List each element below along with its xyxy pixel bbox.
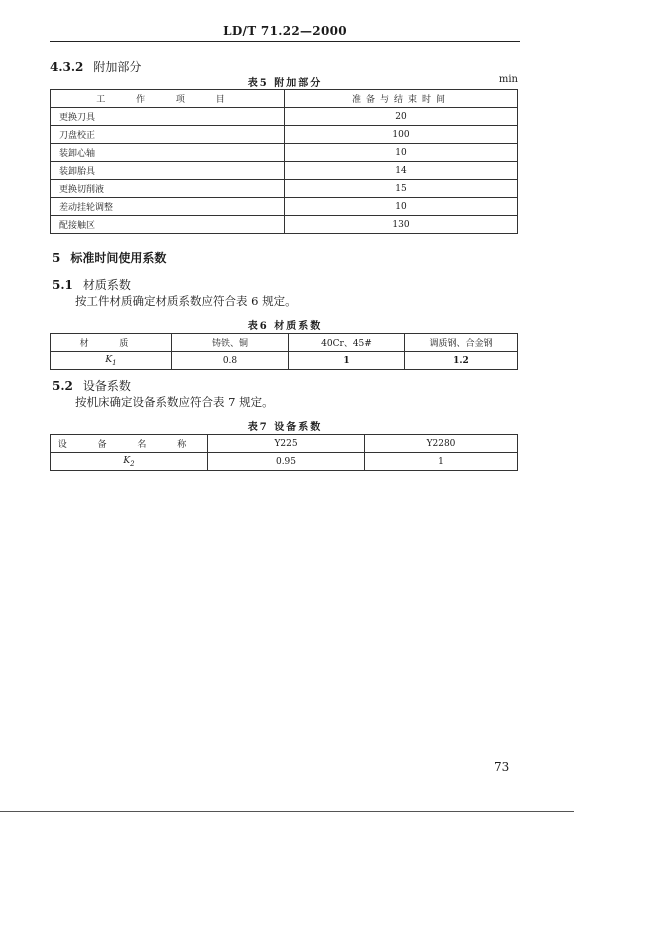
table-header-cell: 调质钢、合金钢	[405, 334, 518, 352]
section-heading-5	[52, 249, 166, 266]
section-number: 4.3.2	[50, 60, 84, 74]
section-number: 5.1	[52, 278, 73, 292]
table-header-cell: 设 备 名 称	[51, 435, 208, 453]
section-title: 设备系数	[82, 379, 131, 393]
table-header-cell: Y2280	[365, 435, 518, 453]
footer-rule	[0, 811, 574, 812]
table-cell: 1.2	[405, 352, 518, 370]
table-cell: 15	[285, 180, 518, 198]
table-cell: 0.8	[172, 352, 289, 370]
table-cell: 0.95	[208, 453, 365, 471]
table-cell: 刀盘校正	[51, 126, 285, 144]
table-row	[51, 108, 518, 126]
page-number: 73	[494, 760, 510, 774]
section-5-2-text: 按机床确定设备系数应符合表 7 规定。	[75, 395, 274, 409]
section-title: 标准时间使用系数	[70, 251, 167, 265]
table-cell: 更换切削液	[51, 180, 285, 198]
table-row	[51, 126, 518, 144]
section-5-1-text: 按工件材质确定材质系数应符合表 6 规定。	[75, 294, 297, 308]
table-cell: 10	[285, 198, 518, 216]
table-header-row	[51, 435, 518, 453]
table-row	[51, 180, 518, 198]
table-header-row	[51, 334, 518, 352]
table5-unit: min	[498, 74, 518, 85]
section-heading-4-3-2	[50, 58, 141, 75]
table-cell: 130	[285, 216, 518, 234]
table6	[50, 333, 518, 370]
table-cell: 1	[365, 453, 518, 471]
section-number: 5.2	[52, 379, 73, 393]
table-header-cell: 40Cr、45#	[289, 334, 405, 352]
table-cell: 20	[285, 108, 518, 126]
table-cell: 1	[289, 352, 405, 370]
table-row	[51, 352, 518, 370]
table7	[50, 434, 518, 471]
table-cell: 装卸心轴	[51, 144, 285, 162]
table-cell: 10	[285, 144, 518, 162]
table-header-cell: 材 质	[51, 334, 172, 352]
table-header-cell: 准备与结束时间	[285, 90, 518, 108]
table-header-cell: 工 作 项 目	[51, 90, 285, 108]
table6-caption: 表6 材质系数	[247, 321, 323, 332]
table5	[50, 89, 518, 234]
table5-caption: 表5 附加部分	[247, 78, 323, 89]
table-cell-coefficient-label: $K_2$	[51, 453, 208, 471]
table-cell: 差动挂轮调整	[51, 198, 285, 216]
section-number: 5	[52, 251, 61, 265]
table7-caption: 表7 设备系数	[247, 422, 323, 433]
table-cell: 装卸胎具	[51, 162, 285, 180]
document-header: LD/T 71.22—2000	[223, 24, 347, 38]
table-row	[51, 144, 518, 162]
table-cell: 更换刀具	[51, 108, 285, 126]
header-rule	[50, 41, 520, 42]
section-heading-5-2	[52, 377, 131, 394]
table-cell-coefficient-label: $K_1$	[51, 352, 172, 370]
table-row	[51, 198, 518, 216]
table-row	[51, 216, 518, 234]
section-title: 附加部分	[93, 60, 142, 74]
table-row	[51, 453, 518, 471]
table-cell: 配接触区	[51, 216, 285, 234]
table-header-cell: 铸铁、铜	[172, 334, 289, 352]
table-header-cell: Y225	[208, 435, 365, 453]
section-title: 材质系数	[82, 278, 131, 292]
table-cell: 100	[285, 126, 518, 144]
table-row	[51, 162, 518, 180]
table-header-row	[51, 90, 518, 108]
table-cell: 14	[285, 162, 518, 180]
section-heading-5-1	[52, 276, 131, 293]
